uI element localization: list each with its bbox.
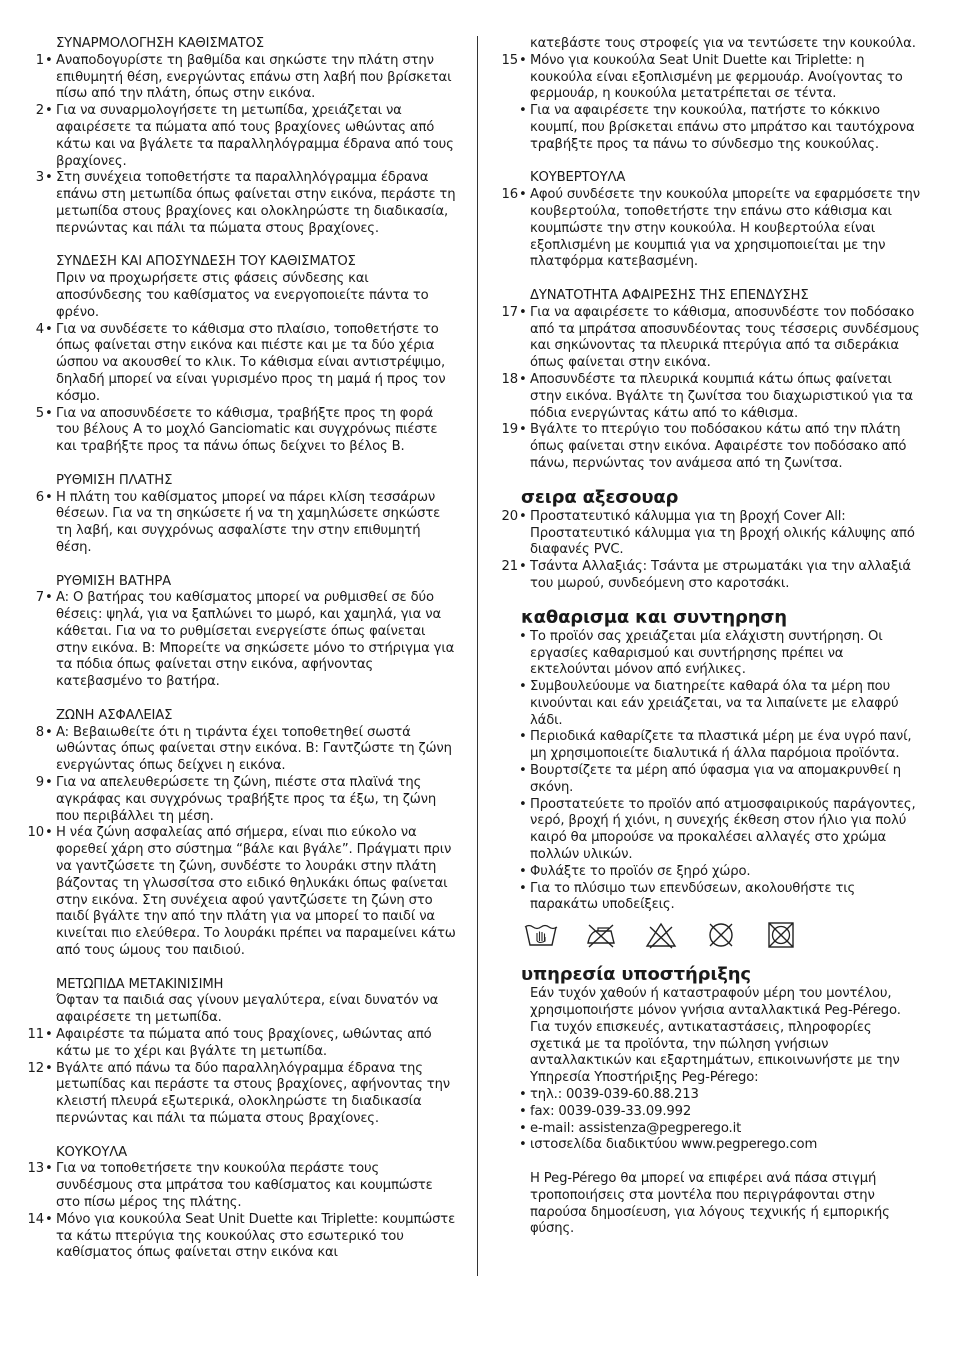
bullet: • [519,508,527,524]
item-number: 7 [35,590,44,606]
contact-item [494,1137,924,1154]
instruction-item [20,170,456,237]
instruction-item [494,103,924,153]
bullet: • [45,170,53,186]
item-text: Στη συνέχεια τοποθετήστε τα παραλληλόγραμμα έδρανα επάνω στη μετωπίδα όπως φαίνεται στην εικόνα, περάστε τη μετωπίδα στους βραχίονες και ολοκληρώστε τη διαδικασία, περνώντας και πάλι τα πώματα στους βραχίονες. [56,170,456,236]
item-number: 14 [27,1211,44,1227]
bullet: • [519,679,527,695]
instruction-item [20,53,456,103]
item-text: Βγάλτε από πάνω τα δύο παραλληλόγραμμα έδρανα της μετωπίδας και περάστε τα στους βραχίονες, αφήνοντας την κλειστή πλευρά εξωτερικά, ολοκληρώστε τη διαδικασία περνώντας και πάλι τα πώματα στους βραχίονες. [56,1060,450,1126]
item-number: 21 [501,559,518,575]
item-number: 9 [35,775,44,791]
list-item [494,797,924,864]
instruction-item [494,559,924,593]
item-text: Για να τοποθετήσετε την κουκούλα περάστε τους συνδέσμους στα μπράτσα του καθίσματος και κουμπώστε στο πίσω μέρος της πλάτης. [56,1161,433,1210]
contact-item [494,1087,924,1104]
item-number: 15 [501,52,518,68]
item-text: Συμβουλεύουμε να διατηρείτε καθαρά όλα τα μέρη που κινούνται και εάν χρειάζεται, να τα λιπαίνετε με ελαφρύ λάδι. [530,679,899,728]
bullet: • [519,863,527,879]
item-number: 11 [27,1027,44,1043]
bullet: • [45,489,53,505]
item-number: 12 [27,1060,44,1076]
item-number: 1 [35,52,44,68]
list-item [494,881,924,915]
instruction-item [20,825,456,959]
instruction-item [20,725,456,775]
instruction-item [494,422,924,472]
item-number: 3 [35,170,44,186]
list-item [494,629,924,679]
item-text: Για να αποσυνδέσετε το κάθισμα, τραβήξτε προς τη φορά του βέλους A το μοχλό Ganciomatic και συγχρόνως πιέστε και τραβήξτε προς τα πάνω όπως δείχνει το βέλος B. [56,405,438,455]
closing-text: Η Peg-Pérego θα μπορεί να επιφέρει ανά πάσα στιγμή τροποποιήσεις στα μοντέλα που περιγράφονται στην παρούσα δημοσίευση, για λόγους τεχνικής ή εμπορικής φύσης. [530,1171,890,1237]
no-tumble-dry-icon [764,921,798,949]
bullet: • [519,559,527,575]
instruction-item [20,1061,456,1128]
item-number: 18 [501,371,518,387]
website-text: ιστοσελίδα διαδικτύου www.pegperego.com [530,1137,818,1153]
item-text: Προστατευτικό κάλυμμα για τη βροχή Cover All: Προστατευτικό κάλυμμα για τη βροχή ολικής κάλυψης από διαφανές PVC. [530,508,915,558]
bullet: • [519,1120,527,1136]
instruction-item [20,490,456,557]
no-ironing-icon [584,921,618,949]
bullet: • [519,796,527,812]
instruction-item [20,1212,456,1262]
item-text: Τσάντα Αλλαξιάς: Τσάντα με στρωματάκι για την αλλαξιά του μωρού, συνδεόμενη στο καροτσάκι. [530,559,911,591]
item-number: 17 [501,304,518,320]
section-heading-footrest: ΡΥΘΜΙΣΗ ΒΑΤΗΡΑ [56,573,172,589]
bullet: • [45,1161,53,1177]
bullet: • [519,371,527,387]
support-text: Εάν τυχόν χαθούν ή καταστραφούν μέρη του μοντέλου, χρησιμοποιήστε μόνον γνήσια ανταλλακτικά Peg-Pérego. Για τυχόν επισκευές, αντικαταστάσεις, πληροφορίες σχετικά με τα προϊόντα, την πώληση γνήσιων ανταλλακτικών και εξαρτημάτων, επικοινωνήστε με την Υπηρεσία Υποστήριξης Peg-Pérego: [530,986,901,1086]
instruction-item [20,590,456,691]
section-intro: Όφταν τα παιδιά σας γίνουν μεγαλύτερα, είναι δυνατόν να αφαιρέσετε τη μετωπίδα. [56,993,439,1026]
list-item [494,679,924,729]
bullet: • [519,422,527,438]
item-text: Αφαιρέστε τα πώματα από τους βραχίονες, ωθώντας από κάτω με το χέρι και βγάλτε τη μετωπίδα. [56,1027,432,1059]
bullet: • [45,1211,53,1227]
list-item [494,729,924,763]
bullet: • [45,590,53,606]
instruction-item [20,322,456,406]
hand-wash-icon [524,921,558,949]
bullet: • [45,321,53,337]
right-column [494,36,924,1238]
item-text: Για να συνδέσετε το κάθισμα στο πλαίσιο, τοποθετήστε το όπως φαίνεται στην εικόνα και πιέστε και με τα δύο χέρια ώσπου να ακουσθεί το κλικ. Το κάθισμα είναι αντιστρέψιμο, δηλαδή μπορεί να είναι γυρισμένο προς τη μαμά ή προς τον κόσμο. [56,321,446,404]
accessories-title: σειρα αξεσουαρ [521,486,679,508]
bullet: • [519,763,527,779]
item-text: Το προϊόν σας χρειάζεται μία ελάχιστη συντήρηση. Οι εργασίες καθαρισμού και συντήρησης πρέπει να εκτελούνται μόνον από ενήλικες. [530,628,883,678]
instruction-item [20,103,456,170]
instruction-item [494,187,924,271]
item-text: Για να συναρμολογήσετε τη μετωπίδα, χρειάζεται να αφαιρέσετε τα πώματα από τους βραχίονες ωθώντας από κάτω και να βγάλετε τα παραλληλόγραμμα έδρανα από τους βραχίονες. [56,103,454,169]
item-text: Αφού συνδέσετε την κουκούλα μπορείτε να εφαρμόσετε την κουβερτούλα, τοποθετήστε την επάνω στο κάθισμα και κουμπώστε την στην κουκούλα. Η κουβερτούλα είναι εξοπλισμένη με κουμπιά για να χρησιμοποιείται με την πλατφόρμα κατεβασμένη. [530,187,920,270]
bullet: • [519,729,527,745]
instruction-item [494,372,924,422]
instruction-item [20,1161,456,1211]
bullet: • [519,304,527,320]
phone-text: τηλ.: 0039-039-60.88.213 [530,1087,699,1103]
section-heading-backrest: ΡΥΘΜΙΣΗ ΠΛΑΤΗΣ [56,472,173,488]
item-text: Φυλάξτε το προϊόν σε ξηρό χώρο. [530,863,751,879]
support-title: υπηρεσία υποστήριξης [521,964,751,986]
section-heading-hood: ΚΟΥΚΟΥΛΑ [56,1144,128,1160]
no-dry-clean-icon [704,921,738,949]
section-heading-assembly: ΣΥΝΑΡΜΟΛΟΓΗΣΗ ΚΑΘΙΣΜΑΤΟΣ [56,36,264,51]
item-number: 4 [35,321,44,337]
item-number: 13 [27,1161,44,1177]
instruction-item [494,305,924,372]
bullet: • [519,52,527,68]
item-text: Μόνο για κουκούλα Seat Unit Duette και Triplette: η κουκούλα είναι εξοπλισμένη με φερμουάρ. Ανοίγοντας το φερμουάρ, η κουκούλα μετατρέπεται σε τέντα. [530,52,903,102]
contact-item [494,1121,924,1138]
item-number: 6 [35,489,44,505]
contact-item [494,1104,924,1121]
item-text: Μόνο για κουκούλα Seat Unit Duette και Triplette: κουμπώστε τα κάτω πτερύγια της κουκούλας στο εσωτερικό του καθίσματος όπως φαίνεται στην εικόνα και [56,1211,456,1261]
list-item [494,763,924,797]
item-text: Για να απελευθερώσετε τη ζώνη, πιέστε στα πλαϊνά της αγκράφας και συγχρόνως τραβήξτε προς τα έξω, τη ζώνη που περιβάλλει τη μέση. [56,775,437,824]
item-text: Η πλάτη του καθίσματος μπορεί να πάρει κλίση τεσσάρων θέσεων. Για να τη σηκώσετε ή να τη χαμηλώσετε σηκώστε τη λαβή, και συγχρόνως ασφαλίστε την στην επιθυμητή θέση. [56,489,441,555]
email-text: e-mail: assistenza@pegperego.it [530,1120,742,1136]
item-number: 5 [35,405,44,421]
instruction-item [494,53,924,103]
section-heading-removal: ΔΥΝΑΤΟΤΗΤΑ ΑΦΑΙΡΕΣΗΣ ΤΗΣ ΕΠΕΝΔΥΣΗΣ [530,287,809,303]
no-bleach-icon [644,921,678,949]
instruction-item [20,775,456,825]
section-heading-bumper: ΜΕΤΩΠΙΔΑ ΜΕΤΑΚΙΝΙΣΙΜΗ [56,976,224,992]
instruction-continuation: κατεβάστε τους στροφείς για να τεντώσετε την κουκούλα. [530,36,916,51]
bullet: • [45,405,53,421]
item-number: 20 [501,508,518,524]
item-text: Για να αφαιρέσετε την κουκούλα, πατήστε το κόκκινο κουμπί, που βρίσκεται επάνω στο μπράτσο και ταυτόχρονα τραβήξτε προς τα πάνω το σύνδεσμο της κουκούλας. [530,103,915,152]
instruction-item [494,509,924,559]
bullet: • [519,880,527,896]
item-number: 16 [501,187,518,203]
section-heading-connect: ΣΥΝΔΕΣΗ ΚΑΙ ΑΠΟΣΥΝΔΕΣΗ ΤΟΥ ΚΑΘΙΣΜΑΤΟΣ [56,254,356,270]
item-text: Για το πλύσιμο των επενδύσεων, ακολουθήστε τις παρακάτω υποδείξεις. [530,880,856,913]
column-divider [477,36,478,1276]
item-number: 2 [35,103,44,119]
bullet: • [519,628,527,644]
bullet: • [519,103,527,119]
section-heading-belt: ΖΩΝΗ ΑΣΦΑΛΕΙΑΣ [56,707,173,723]
left-column [20,36,456,1262]
item-number: 19 [501,422,518,438]
item-text: Βουρτσίζετε τα μέρη από ύφασμα για να απομακρυνθεί η σκόνη. [530,763,901,795]
item-text: A: Ο βατήρας του καθίσματος μπορεί να ρυθμισθεί σε δύο θέσεις: ψηλά, για να ξαπλώνει το μωρό, και χαμηλά, για να κάθεται. Για να το ρυθμίσεται ενεργείστε όπως φαίνεται στην εικόνα. B: Μπορείτε να σηκώσετε μόνο το στήριγμα για τα πόδια όπως φαίνεται στην εικόνα, αφήνοντας κατεβασμένο το βατήρα. [56,590,455,690]
section-heading-blanket: ΚΟΥΒΕΡΤΟΥΛΑ [530,170,626,186]
item-text: Αποσυνδέστε τα πλευρικά κουμπιά κάτω όπως φαίνεται στην εικόνα. Βγάλτε τη ζωνίτσα του διαχωριστικού για τα πόδια ενεργώντας κάτω από το κάθισμα. [530,371,913,421]
bullet: • [519,1137,527,1153]
bullet: • [45,775,53,791]
bullet: • [45,724,53,740]
item-text: Η νέα ζώνη ασφαλείας από σήμερα, είναι πιο εύκολο να φορεθεί χάρη στο σύστημα “βάλε και βγάλε”. Πράγματι πριν να γαντζώσετε τη ζώνη, συνδέστε το λουράκι στην πλάτη βάζοντας τη γλωσσίτσα στο ειδικό θηλυκάκι όπως φαίνεται στην εικόνα. Στη συνέχεια αφού γαντζώσετε τη ζώνη στο παιδί βγάλτε την από την πλάτη για να μπορεί το παιδί να κινείται πιο ελεύθερα. Το λουράκι πρέπει να παραμείνει κάτω από τους ώμους του παιδιού. [56,825,456,959]
section-intro: Πριν να προχωρήσετε στις φάσεις σύνδεσης και αποσύνδεσης του καθίσματος να ενεργοποιείτε πάντα το φρένο. [56,271,429,320]
bullet: • [45,1060,53,1076]
item-text: A: Βεβαιωθείτε ότι η τιράντα έχει τοποθετηθεί σωστά ωθώντας όπως φαίνεται στην εικόνα. B: Γαντζώστε τη ζώνη ενεργώντας όπως δείχνει η εικόνα. [56,724,452,774]
list-item [494,864,924,881]
fax-text: fax: 0039-039-33.09.992 [530,1103,692,1119]
bullet: • [519,1087,527,1103]
instruction-item [20,406,456,456]
item-text: Για να αφαιρέσετε το κάθισμα, αποσυνδέστε τον ποδόσακο από τα μπράτσα αποσυνδέοντας τους τέσσερις συνδέσμους και σηκώνοντας τα πλευρικά πτερύγια από τα σιδεράκια όπως φαίνεται στην εικόνα. [530,304,920,371]
item-text: Περιοδικά καθαρίζετε τα πλαστικά μέρη με ένα υγρό πανί, μη χρησιμοποιείτε διαλυτικά ή άλλα παρόμοια προϊόντα. [530,729,912,762]
item-text: Βγάλτε το πτερύγιο του ποδόσακου κάτω από την πλάτη όπως φαίνεται στην εικόνα. Αφαιρέστε τον ποδόσακο από πάνω, περνώντας τον ανάμεσα από τη ζωνίτσα. [530,422,907,471]
item-number: 8 [35,724,44,740]
bullet: • [519,187,527,203]
item-number: 10 [27,825,44,841]
item-text: Αναποδογυρίστε τη βαθμίδα και σηκώστε την πλάτη στην επιθυμητή θέση, ενεργώντας επάνω στη λαβή που βρίσκεται πίσω από την πλάτη, όπως στην εικόνα. [56,52,452,102]
instruction-item [20,1027,456,1061]
cleaning-title: καθαρισμα και συντηρηση [521,606,787,628]
bullet: • [45,103,53,119]
care-symbols [494,920,924,950]
bullet: • [45,825,53,841]
item-text: Προστατεύετε το προϊόν από ατμοσφαιρικούς παράγοντες, νερό, βροχή ή χιόνι, η συνεχής έκθεση στον ήλιο για πολύ καιρό θα μπορούσε να προκαλέσει αλλαγές στο χρώμα πολλών υλικών. [530,796,916,863]
bullet: • [519,1103,527,1119]
bullet: • [45,1027,53,1043]
bullet: • [45,52,53,68]
